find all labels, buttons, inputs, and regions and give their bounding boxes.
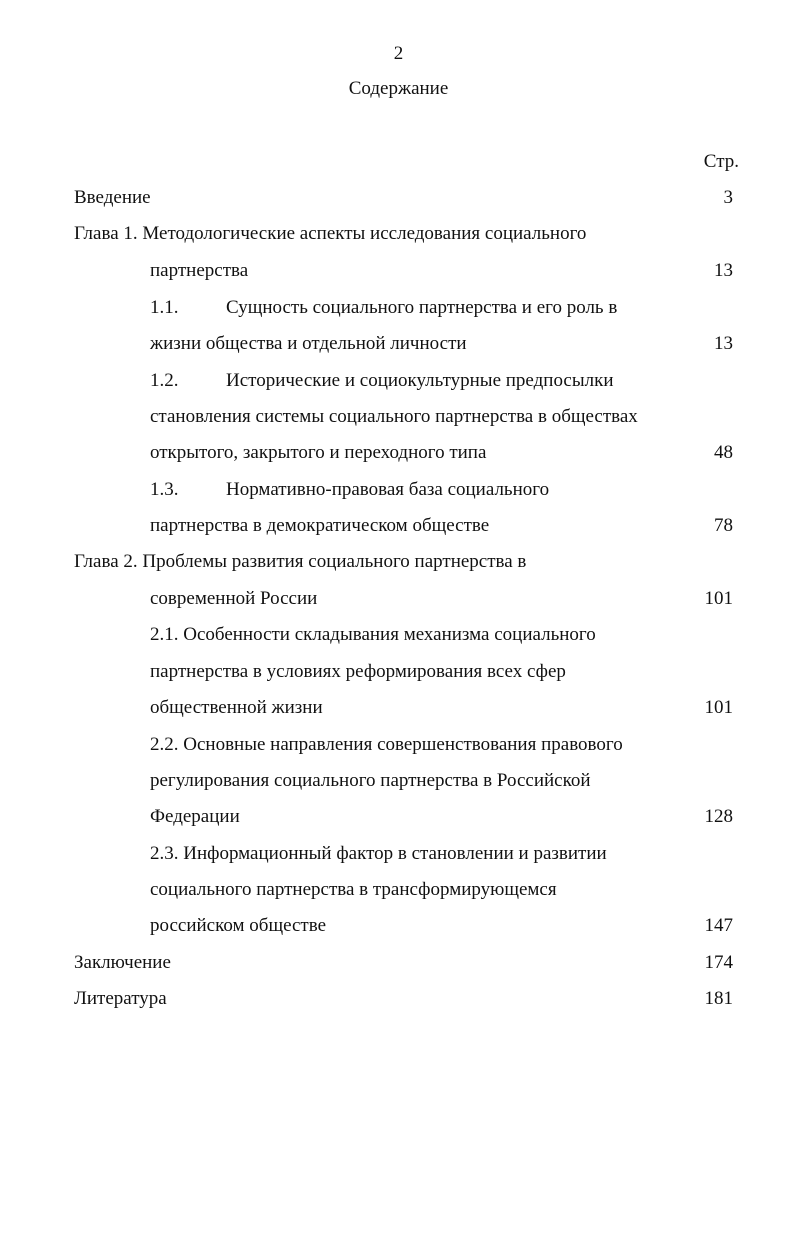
toc-section-2-3-cont-2: российском обществе [150, 915, 327, 936]
toc-section-1-2-page: 48 [714, 442, 733, 463]
toc-section-2-3-page: 147 [704, 915, 733, 936]
toc-conclusion-page: 174 [704, 952, 733, 973]
toc-section-1-1-page: 13 [714, 333, 733, 354]
toc-chapter-1: Глава 1. Методологические аспекты исследования социального [74, 223, 587, 244]
toc-section-2-1: 2.1. Особенности складывания механизма социального [150, 624, 596, 645]
toc-section-2-3-cont: социального партнерства в трансформирующемся [150, 879, 557, 900]
toc-section-2-2-cont: регулирования социального партнерства в Российской [150, 770, 591, 791]
toc-intro-page: 3 [723, 187, 733, 208]
toc-section-1-2-cont-2: открытого, закрытого и переходного типа [150, 442, 487, 463]
toc-literature-page: 181 [704, 988, 733, 1009]
toc-section-1-1: Сущность социального партнерства и его роль в [226, 297, 618, 318]
toc-literature: Литература [74, 988, 167, 1009]
page-title: Содержание [348, 78, 449, 99]
toc-intro: Введение [74, 187, 151, 208]
toc-section-1-2-cont: становления системы социального партнерства в обществах [150, 406, 638, 427]
toc-section-1-2-number: 1.2. [150, 370, 179, 391]
page-column-header: Стр. [703, 151, 739, 172]
toc-section-2-3: 2.3. Информационный фактор в становлении и развитии [150, 843, 607, 864]
toc-section-1-2: Исторические и социокультурные предпосылки [226, 370, 614, 391]
page-number: 2 [393, 43, 404, 64]
toc-section-2-2-cont-2: Федерации [150, 806, 240, 827]
toc-section-1-1-cont: жизни общества и отдельной личности [150, 333, 467, 354]
toc-section-1-3-number: 1.3. [150, 479, 179, 500]
toc-section-2-1-cont-2: общественной жизни [150, 697, 323, 718]
toc-chapter-2-cont: современной России [150, 588, 318, 609]
toc-section-1-3-cont: партнерства в демократическом обществе [150, 515, 490, 536]
toc-chapter-1-page: 13 [714, 260, 733, 281]
toc-section-1-3: Нормативно-правовая база социального [226, 479, 550, 500]
toc-conclusion: Заключение [74, 952, 171, 973]
toc-chapter-2: Глава 2. Проблемы развития социального партнерства в [74, 551, 527, 572]
toc-section-2-1-cont: партнерства в условиях реформирования всех сфер [150, 661, 566, 682]
toc-chapter-1-cont: партнерства [150, 260, 249, 281]
toc-section-1-1-number: 1.1. [150, 297, 179, 318]
toc-section-2-2-page: 128 [704, 806, 733, 827]
toc-section-1-3-page: 78 [714, 515, 733, 536]
toc-section-2-2: 2.2. Основные направления совершенствования правового [150, 734, 623, 755]
toc-chapter-2-page: 101 [704, 588, 733, 609]
toc-section-2-1-page: 101 [704, 697, 733, 718]
